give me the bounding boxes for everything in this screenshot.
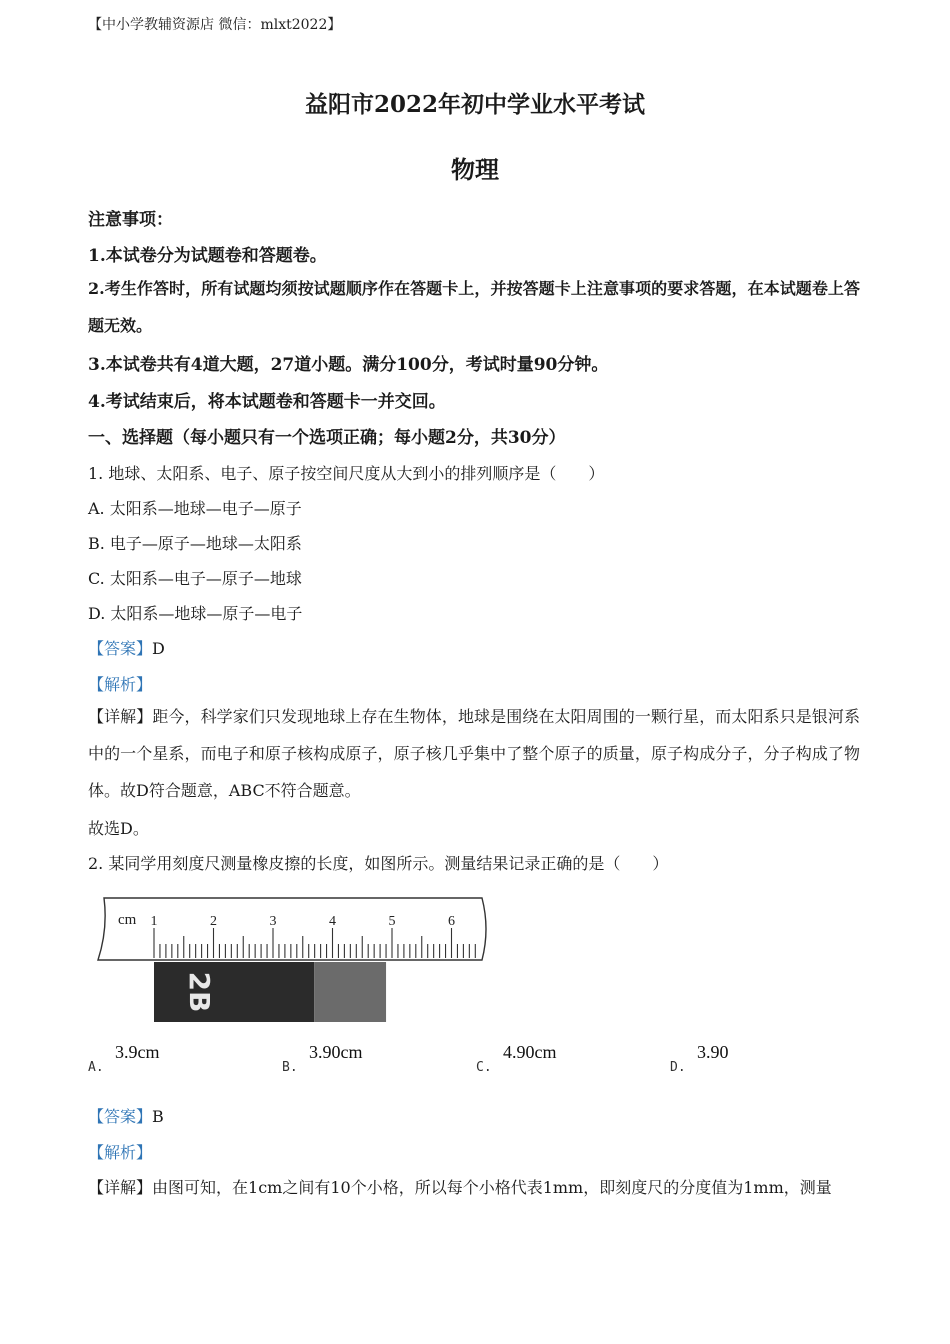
option-a: A. 太阳系—地球—电子—原子 [88, 499, 302, 518]
option-b: B. 电子—原子—地球—太阳系 [88, 534, 302, 553]
notice-item: 3.本试卷共有4道大题，27道小题。满分100分，考试时量90分钟。 [88, 355, 609, 375]
eraser-label: 2B [183, 971, 216, 1013]
ruler-figure [96, 892, 490, 1024]
question-stem: 2. 某同学用刻度尺测量橡皮擦的长度，如图所示。测量结果记录正确的是（ ） [88, 854, 669, 873]
answer-line [88, 1104, 164, 1127]
detail-tag: 【详解】 [88, 707, 153, 726]
detail-paragraph [88, 698, 860, 809]
exam-title: 益阳市2022年初中学业水平考试 [304, 91, 645, 118]
subject-title: 物理 [451, 155, 499, 184]
tick-label: 6 [448, 914, 455, 929]
detail-paragraph [88, 1175, 832, 1198]
analysis-tag: 【解析】 [88, 675, 153, 694]
option-c: C. 太阳系—电子—原子—地球 [88, 569, 302, 588]
analysis-tag: 【解析】 [88, 1143, 153, 1162]
eraser [154, 962, 314, 1022]
detail-text: 距今，科学家们只发现地球上存在生物体，地球是围绕在太阳周围的一颗行星，而太阳系只是银河系中的一个星系，而电子和原子核构成原子，原子核几乎集中了整个原子的质量，原子构成分子，分子构成了物体。故D符合题意，ABC不符合题意。 [88, 707, 860, 800]
header-note: 【中小学教辅资源店 微信：mlxt2022】 [88, 17, 342, 33]
tick-label: 3 [269, 914, 277, 929]
option-value: 4.90cm [503, 1042, 557, 1062]
option-letter: A. [88, 1060, 104, 1075]
option-d: D. 太阳系—地球—原子—电子 [88, 604, 303, 623]
answer-tag: 【答案】 [88, 639, 153, 658]
option-value: 3.90cm [309, 1042, 363, 1062]
option-c [476, 1040, 666, 1080]
notice-heading: 注意事项： [88, 210, 173, 230]
eraser-sleeve [314, 962, 386, 1022]
answer-value: D [152, 639, 165, 658]
option-letter: C. [476, 1060, 492, 1075]
option-value: 3.9cm [115, 1042, 160, 1062]
option-a [88, 1040, 278, 1080]
tick-label: 4 [329, 914, 336, 929]
answer-line [88, 636, 165, 659]
question-stem: 1. 地球、太阳系、电子、原子按空间尺度从大到小的排列顺序是（ ） [88, 464, 605, 483]
option-letter: D. [670, 1060, 686, 1075]
section-heading: 一、选择题（每小题只有一个选项正确；每小题2分，共30分） [88, 428, 566, 448]
tick-label: 2 [210, 914, 217, 929]
tick-label: 5 [388, 914, 396, 929]
notice-item: 1.本试卷分为试题卷和答题卷。 [88, 246, 327, 266]
option-letter: B. [282, 1060, 298, 1075]
notice-item: 4.考试结束后，将本试题卷和答题卡一并交回。 [88, 392, 446, 412]
conclusion: 故选D。 [88, 819, 149, 838]
notice-item: 2.考生作答时，所有试题均须按试题顺序作在答题卡上，并按答题卡上注意事项的要求答题，在本试题卷上答题无效。 [88, 279, 860, 335]
detail-tag: 【详解】 [88, 1178, 153, 1197]
option-value: 3.90 [697, 1042, 729, 1062]
answer-value: B [152, 1107, 164, 1126]
answer-tag: 【答案】 [88, 1107, 153, 1126]
tick-label: 1 [150, 914, 158, 929]
option-b [282, 1040, 472, 1080]
unit-label: cm [118, 912, 137, 928]
option-d [670, 1040, 860, 1080]
detail-text: 由图可知，在1cm之间有10个小格，所以每个小格代表1mm，即刻度尺的分度值为1mm，测量 [152, 1178, 832, 1197]
